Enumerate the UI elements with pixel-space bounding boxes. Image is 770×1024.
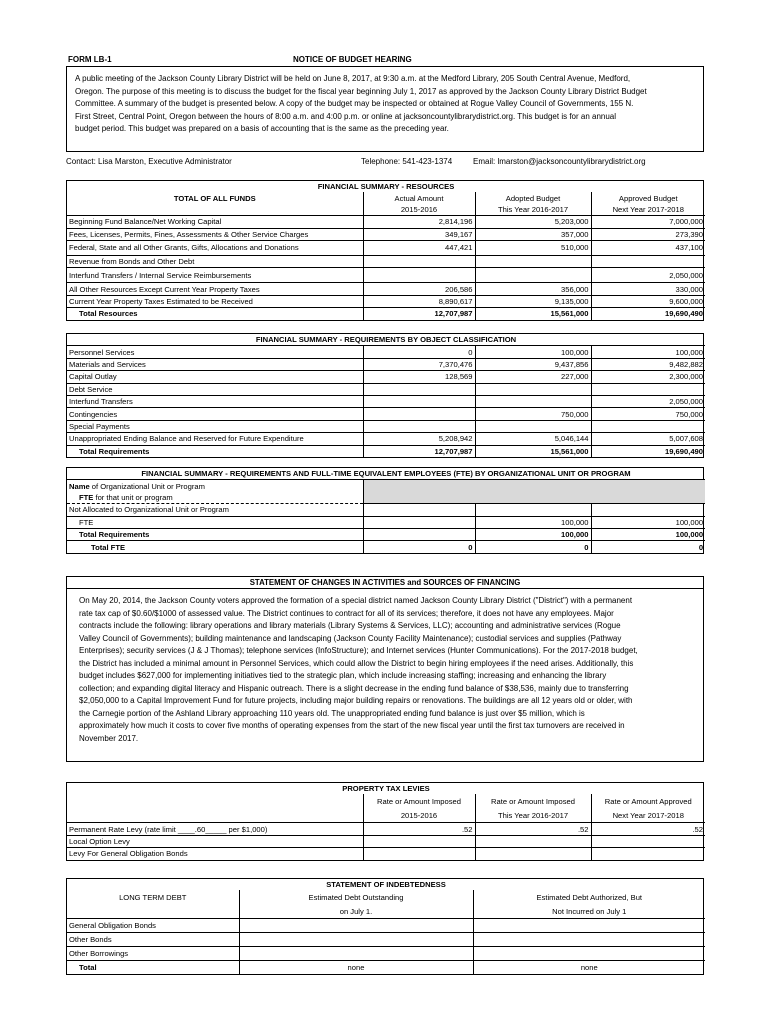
col-header: Not Incurred on July 1 (473, 904, 705, 919)
requirements-section (66, 333, 704, 458)
table-row: Capital Outlay 128,569 227,000 2,300,000 (69, 372, 703, 382)
notice-box (66, 66, 704, 152)
table-row: Levy For General Obligation Bonds (67, 848, 705, 860)
long-term-debt: LONG TERM DEBT (119, 892, 187, 902)
fte-for-unit: FTE for that unit or program (67, 492, 363, 504)
col-header: 2015-2016 (363, 808, 475, 823)
changes-line: rate tax cap of $0.60/$1000 of assessed value. The District continues to contract for all of its services; therefore, it does not have any employees. Major (79, 608, 614, 618)
notice-line: Committee. A summary of the budget is presented below. A copy of the budget may be inspected or obtained at Rogue Valley Council of Governments, 155 N. (75, 99, 634, 108)
fte-section (66, 467, 704, 554)
col-header: 2015-2016 (363, 204, 475, 216)
col-header: This Year 2016-2017 (475, 808, 591, 823)
table-row: Interfund Transfers / Internal Service Reimbursements 2,050,000 (67, 268, 705, 283)
notice-title: NOTICE OF BUDGET HEARING (293, 55, 412, 64)
changes-line: Enterprises); security services (J & J Thomas); telephone services (InfoStructure); and Internet services (Hunter Communications). For the 2017-2018 budget, (79, 646, 638, 655)
table-row: Interfund Transfers 2,050,000 (69, 397, 703, 407)
total-row: Total none none (67, 961, 705, 975)
requirements-title: FINANCIAL SUMMARY - REQUIREMENTS BY OBJECT CLASSIFICATION (67, 334, 705, 346)
col-header: Next Year 2017-2018 (591, 204, 705, 216)
col-header: Next Year 2017-2018 (591, 808, 705, 823)
changes-section (66, 576, 704, 762)
resources-title: FINANCIAL SUMMARY - RESOURCES (317, 182, 455, 192)
table-row: Debt Service (67, 383, 705, 395)
changes-line: Valley Council of Governments); building maintenance and landscaping (Jackson County Facility Maintenance); custodial services and supplies (Pathway (79, 633, 622, 643)
table-row: Revenue from Bonds and Other Debt (67, 255, 705, 267)
col-header: Rate or Amount Imposed (475, 794, 591, 808)
col-header: Rate or Amount Imposed (363, 794, 475, 808)
table-row: Special Payments (67, 420, 705, 432)
email: Email: lmarston@jacksoncountylibrarydistrict.org (473, 157, 646, 166)
col-header: This Year 2016-2017 (475, 204, 591, 216)
debt-section (66, 878, 704, 975)
notice-line: budget period. This budget was prepared on a basis of accounting that is the same as the preceding year. (75, 124, 449, 133)
total-row: Total Requirements 12,707,987 15,561,000 19,690,490 (67, 445, 705, 457)
col-header: Actual Amount (363, 192, 475, 203)
changes-line: the District has included a minimal amount in Personnel Services, which could allow the District to begin hiring employees if the need arises. Additionally, this (79, 658, 634, 668)
tax-section (66, 782, 704, 861)
changes-line: $2,050,000 to a Capital Improvement Fund for future projects, including major building repairs or renovations. The buildings are all 12 years old or older, with (79, 696, 633, 705)
notice-line: First Street, Central Point, Oregon between the hours of 8:00 a.m. and 4:00 p.m. or online at jacksoncountylibrarydistrict.org. This budget is for an annual (75, 111, 617, 121)
col-header: Estimated Debt Outstanding (239, 890, 473, 904)
table-row: Current Year Property Taxes Estimated to be Received 8,890,617 9,135,000 9,600,000 (69, 296, 703, 306)
table-row: Personnel Services 0 100,000 100,000 (69, 347, 703, 357)
table-row: Fees, Licenses, Permits, Fines, Assessments & Other Service Charges 349,167 357,000 273,390 (69, 229, 703, 239)
name-of-unit: Name of Organizational Unit or Program (69, 481, 205, 491)
table-row: FTE 100,000 100,000 (67, 516, 705, 528)
table-row: Other Bonds (67, 933, 705, 947)
changes-line: collection; and expanding digital literacy and Hispanic outreach. There is a slight decrease in the ending fund balance of $38,536, mainly due to transferring (79, 683, 629, 693)
changes-line: the Carnegie portion of the Ashland Library approaching 110 years old. The unappropriated ending fund balance is just over $5 million, which is (79, 708, 585, 718)
table-row: Federal, State and all Other Grants, Gifts, Allocations and Donations 447,421 510,000 437,100 (67, 240, 705, 255)
tax-title: PROPERTY TAX LEVIES (342, 784, 430, 794)
col-header: on July 1. (239, 904, 473, 919)
table-row: Local Option Levy (67, 835, 705, 847)
total-row: Total FTE 0 0 0 (67, 541, 705, 553)
form-label: FORM LB-1 (68, 55, 112, 64)
table-row: All Other Resources Except Current Year Property Taxes 206,586 356,000 330,000 (69, 284, 703, 294)
col-header: Estimated Debt Authorized, But (473, 890, 705, 904)
changes-line: budget includes $627,000 for implementing initiatives tied to the strategic plan, which include increasing staffing; increasing and enhancing the library (79, 671, 607, 680)
notice-line: Oregon. The purpose of this meeting is to discuss the budget for the fiscal year beginning July 1, 2017 as approved by the Jackson County Library District Budget (75, 86, 647, 96)
col-header: Rate or Amount Approved (591, 794, 705, 808)
notice-line: A public meeting of the Jackson County Library District will be held on June 8, 2017, at 9:30 a.m. at the Medford Library, 205 South Central Avenue, Medford, (75, 74, 631, 83)
total-row: Total Resources 12,707,987 15,561,000 19,690,490 (67, 308, 705, 320)
fte-title: FINANCIAL SUMMARY - REQUIREMENTS AND FULL-TIME EQUIVALENT EMPLOYEES (FTE) BY ORGANIZATIONAL UNIT OR PROGRAM (67, 468, 705, 480)
changes-line: November 2017. (79, 733, 139, 743)
table-row: Contingencies 750,000 750,000 (69, 409, 703, 419)
changes-title: STATEMENT OF CHANGES IN ACTIVITIES and SOURCES OF FINANCING (67, 577, 703, 589)
table-row: Unappropriated Ending Balance and Reserved for Future Expenditure 5,208,942 5,046,144 5,007,608 (69, 434, 703, 444)
debt-title: STATEMENT OF INDEBTEDNESS (326, 880, 446, 890)
table-row: Permanent Rate Levy (rate limit ____.60_____ per $1,000) .52 .52 .52 (69, 824, 703, 834)
table-row: Other Borrowings (67, 947, 705, 961)
table-row: Materials and Services 7,370,476 9,437,856 9,482,882 (69, 359, 703, 369)
table-row: Beginning Fund Balance/Net Working Capital 2,814,196 5,203,000 7,000,000 (69, 217, 703, 227)
changes-line: contracts include the following: library operations and library materials (Library Systems & Services, LLC); accounting and administrative services (Rogue (79, 621, 621, 630)
telephone: Telephone: 541-423-1374 (361, 157, 453, 166)
col-header: Adopted Budget (475, 192, 591, 203)
total-row: Total Requirements 100,000 100,000 (67, 528, 705, 540)
total-all-funds: TOTAL OF ALL FUNDS (173, 193, 256, 203)
col-header: Approved Budget (591, 192, 705, 203)
changes-line: On May 20, 2014, the Jackson County voters approved the formation of a special district named Jackson County Library District ("District") with a permanent (79, 596, 633, 605)
not-allocated: Not Allocated to Organizational Unit or Program (69, 505, 229, 515)
changes-line: approximately how much it costs to cover five months of operating expenses from the start of the new fiscal year until the first tax turnovers are received in (79, 721, 625, 730)
table-row: General Obligation Bonds (67, 919, 705, 933)
resources-section (66, 180, 704, 321)
contact: Contact: Lisa Marston, Executive Administrator (66, 157, 232, 166)
